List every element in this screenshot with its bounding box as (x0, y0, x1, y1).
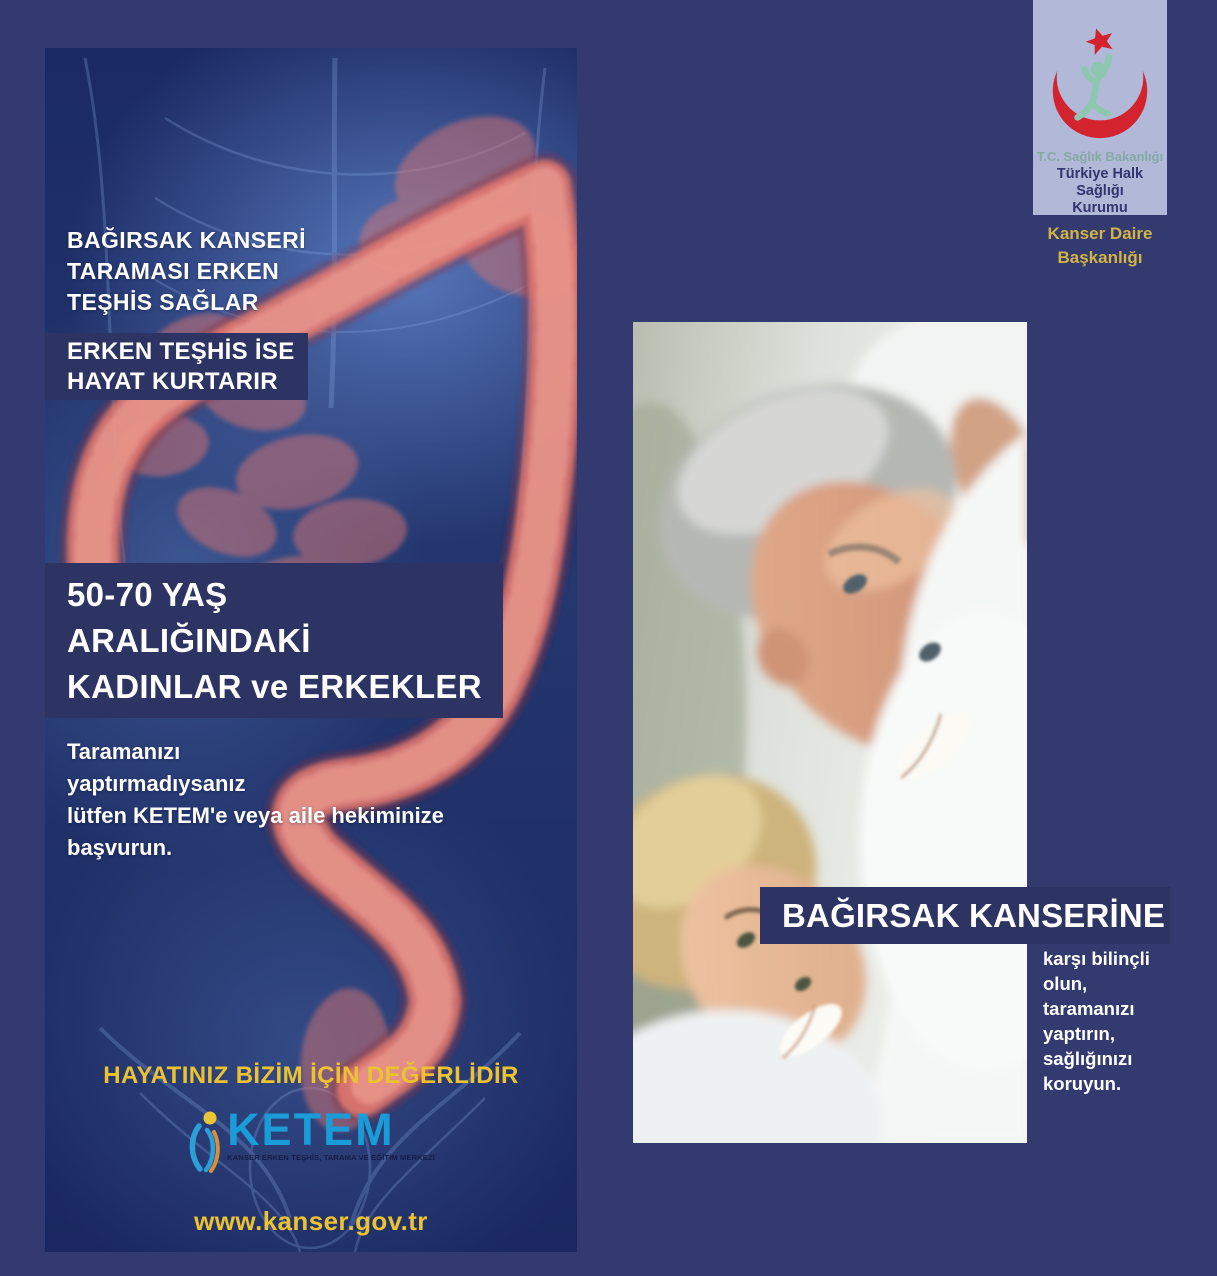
institution-line: Kurumu (1072, 200, 1128, 215)
headline-line: TARAMASI ERKEN (67, 258, 280, 285)
awareness-line: sağlığınızı (1043, 1048, 1133, 1069)
awareness-line: karşı bilinçli (1043, 948, 1150, 969)
cta-line: lütfen KETEM'e veya aile hekiminize (67, 803, 444, 828)
awareness-line: taramanızı (1043, 998, 1135, 1019)
ketem-subtitle: KANSER ERKEN TEŞHİS, TARAMA VE EĞİTİM MERKEZİ (227, 1153, 435, 1162)
banner-age-line: KADINLAR ve ERKEKLER (67, 667, 482, 705)
cta-line: Taramanızı (67, 739, 181, 764)
awareness-line: olun, (1043, 973, 1088, 994)
agency-logo-box (1033, 0, 1167, 215)
department-line: Kanser Daire (1047, 224, 1153, 243)
left-brochure-panel (45, 48, 577, 1252)
elderly-couple-photo (633, 322, 1027, 1143)
institution-line: Türkiye Halk Sağlığı (1056, 166, 1144, 199)
ketem-figure-icon (187, 1110, 227, 1178)
banner-early-diagnosis (45, 333, 308, 400)
headline-line: BAĞIRSAK KANSERİ (67, 227, 306, 254)
slogan-text: HAYATINIZ BİZİM İÇİN DEĞERLİDİR (103, 1062, 519, 1089)
headline-screening (67, 225, 306, 318)
institution-name (1033, 166, 1167, 215)
banner-early-line: ERKEN TEŞHİS İSE (67, 337, 295, 365)
cta-line: yaptırmadıysanız (67, 771, 246, 796)
banner-bowel-cancer (760, 887, 1170, 944)
ketem-wordmark-block (227, 1104, 435, 1162)
banner-age-range (45, 563, 503, 718)
banner-early-line: HAYAT KURTARIR (67, 367, 278, 395)
cta-line: başvurun. (67, 835, 173, 860)
awareness-text (1043, 946, 1183, 1096)
banner-age-line: 50-70 YAŞ (67, 575, 228, 613)
agency-logo-block (1033, 0, 1167, 270)
ketem-wordmark: KETEM (227, 1104, 395, 1155)
couple-photo-art (633, 322, 1027, 1143)
crescent-star-icon (1048, 24, 1152, 146)
ministry-name: T.C. Sağlık Bakanlığı (1036, 149, 1164, 164)
banner-age-line: ARALIĞINDAKİ (67, 621, 311, 659)
ketem-logo (45, 1104, 577, 1178)
call-to-action-text (67, 736, 444, 864)
awareness-line: yaptırın, (1043, 1023, 1115, 1044)
website-url: www.kanser.gov.tr (194, 1206, 428, 1236)
department-line: Başkanlığı (1057, 248, 1143, 267)
headline-line: TEŞHİS SAĞLAR (67, 289, 259, 316)
banner-bowel-title: BAĞIRSAK KANSERİNE (782, 896, 1166, 934)
awareness-line: koruyun. (1043, 1073, 1122, 1094)
department-name (1033, 222, 1167, 270)
